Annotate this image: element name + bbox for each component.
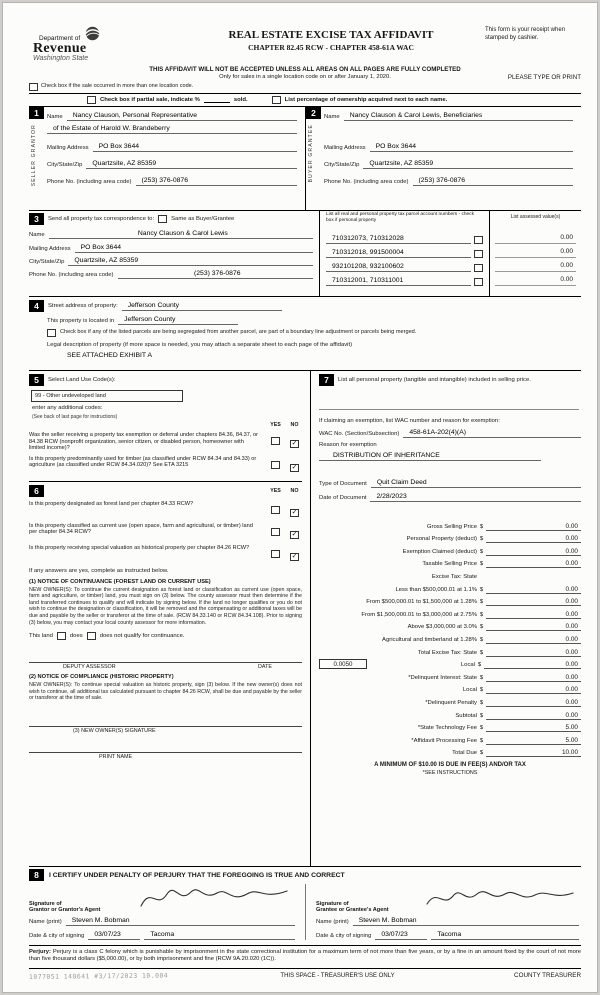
corr-city-input[interactable]: Quartzsite, AZ 85359: [68, 257, 313, 266]
no-label: NO: [290, 487, 299, 494]
dollar-sign: $: [479, 674, 484, 681]
question-text: Is this property designated as forest land per chapter 84.33 RCW?: [29, 500, 194, 507]
dollar-sign: $: [479, 599, 484, 606]
grantor-name-print-label: Name (print): [29, 919, 62, 925]
perjury-label: Perjury:: [29, 949, 51, 955]
complete-note: If any answers are yes, complete as instructed below.: [29, 567, 169, 574]
receipt-note: This form is your receipt when stamped by cashier.: [485, 27, 566, 41]
section5-number: 5: [29, 374, 44, 386]
seller-phone-label: Phone No. (including area code): [47, 179, 132, 185]
print-name-caption: [29, 753, 302, 760]
money-row: [319, 669, 581, 682]
question-row: [29, 456, 302, 474]
grantor-city-input[interactable]: Tacoma: [144, 931, 295, 940]
deputy-assessor-label: DEPUTY ASSESSOR: [63, 664, 116, 671]
seller-name-label: Name: [47, 114, 63, 120]
question-row: [29, 501, 302, 519]
q-no-checkbox[interactable]: ✓: [291, 552, 298, 560]
money-label: From $500,000.01 to $1,500,000 at 1.28%: [366, 599, 477, 606]
multi-location-checkbox[interactable]: [29, 83, 38, 91]
money-label: Local: [460, 662, 475, 669]
section4-number: 4: [29, 300, 44, 312]
street-address-label: Street address of property:: [48, 302, 118, 309]
legal-description-input[interactable]: SEE ATTACHED EXHIBIT A: [67, 352, 152, 359]
money-value[interactable]: 5.00: [486, 737, 581, 745]
money-label: Personal Property (deduct): [406, 536, 477, 543]
section6-divider: [29, 481, 302, 497]
assessed-value[interactable]: 0.00: [495, 244, 576, 258]
grantee-city-input[interactable]: Tacoma: [431, 931, 579, 940]
seller-mailing-label: Mailing Address: [47, 145, 89, 151]
perjury-text: Perjury is a class C felony which is punishable by imprisonment in the state correctional institution for a maximum term of not more than five years, or by a fine in an amount fixed by the court of not more than five thousand dollars ($5,000.00), or by both imprisonment and fine (RCW 9A.20.020 (1C)).: [29, 949, 581, 963]
washington-state-label: Washington State: [33, 55, 89, 62]
additional-codes-label: enter any additional codes:: [32, 405, 103, 411]
buyer-mailing-label: Mailing Address: [324, 145, 366, 151]
q-no-checkbox[interactable]: ✓: [291, 440, 298, 447]
q-no-checkbox[interactable]: ✓: [291, 463, 298, 471]
dollar-sign: $: [477, 662, 482, 669]
dept-of-label: Department of: [39, 35, 81, 42]
money-value[interactable]: 0.00: [486, 611, 581, 619]
segregated-label: Check box if any of the listed parcels are being segregated from another parcel, are part of a boundary line adjustment or parcels being merged.: [60, 329, 417, 335]
grantee-signature-label-1: Signature of: [316, 900, 349, 907]
q-yes-checkbox[interactable]: [271, 461, 280, 469]
corr-phone-label: Phone No. (including area code): [29, 272, 114, 278]
buyer-city-input[interactable]: Quartzsite, AZ 85359: [363, 160, 573, 169]
money-value[interactable]: 0.00: [486, 535, 581, 543]
partial-sale-checkbox[interactable]: [87, 96, 96, 104]
money-label: *Affidavit Processing Fee: [411, 737, 477, 744]
money-label: *Delinquent Interest: State: [408, 674, 477, 681]
certify-statement: I CERTIFY UNDER PENALTY OF PERJURY THAT THE FOREGOING IS TRUE AND CORRECT: [49, 871, 345, 879]
section2-number: 2: [306, 107, 321, 119]
dollar-sign: $: [479, 699, 484, 706]
treasurer-footer: [29, 968, 581, 980]
q-yes-checkbox[interactable]: [271, 437, 280, 445]
section6-number: 6: [29, 485, 44, 497]
money-row: [319, 694, 581, 707]
money-label: Total Excise Tax: State: [417, 649, 477, 656]
section8-number: 8: [29, 869, 44, 881]
seller-city-label: City/State/Zip: [47, 162, 83, 168]
grantor-signature-label-1: Signature of: [29, 900, 62, 907]
does-checkbox[interactable]: [57, 632, 66, 640]
money-row: [319, 720, 581, 733]
parcel-input[interactable]: 710312018, 991500004: [326, 249, 471, 258]
money-label: Total Due: [452, 750, 477, 757]
money-value[interactable]: 0.00: [484, 661, 581, 669]
question-row: [29, 432, 302, 452]
yes-label: YES: [270, 487, 281, 494]
dollar-sign: $: [479, 611, 484, 618]
single-location-note: Only for sales in a single location code on or after January 1, 2020.: [219, 74, 391, 80]
personal-property-input[interactable]: [319, 386, 579, 410]
located-in-label: This property is located in: [47, 318, 115, 324]
corr-mailing-label: Mailing Address: [29, 246, 71, 252]
land-use-code-input[interactable]: 99 - Other undeveloped land: [31, 390, 183, 402]
ownership-percent-label: List percentage of ownership acquired next to each name.: [284, 97, 448, 103]
tax-correspondence-block: [29, 211, 319, 296]
wac-input[interactable]: 458-61A-202(4)(A): [403, 429, 581, 438]
buyer-city-label: City/State/Zip: [324, 162, 360, 168]
buyer-phone-input[interactable]: (253) 376-0876: [413, 177, 574, 186]
money-value[interactable]: 0.00: [486, 649, 581, 657]
buyer-side-label: BUYER GRANTEE: [308, 124, 314, 183]
correspondence-parcels-section: [29, 211, 581, 297]
seller-section: [29, 107, 305, 210]
parcel-input[interactable]: 932101208, 932100602: [326, 263, 471, 272]
parcel-row: [326, 244, 483, 258]
grantee-signature-label-2: Grantee or Grantee's Agent: [316, 907, 389, 914]
notice2-title: (2) NOTICE OF COMPLIANCE (HISTORIC PROPERTY): [29, 674, 174, 681]
seller-city-input[interactable]: Quartzsite, AZ 85359: [86, 160, 297, 169]
reason-label: Reason for exemption: [319, 442, 377, 448]
segregated-checkbox[interactable]: [47, 329, 56, 337]
seller-name-input-line2[interactable]: of the Estate of Harold W. Brandeberry: [47, 125, 297, 134]
same-as-buyer-label: Same as Buyer/Grantee: [171, 215, 235, 222]
money-row: [319, 518, 581, 531]
seller-name-input[interactable]: Nancy Clauson, Personal Representative: [67, 112, 297, 121]
certification-section: [29, 867, 581, 946]
money-label: Local: [462, 687, 477, 694]
dollar-sign: $: [479, 586, 484, 593]
question-text: Was the seller receiving a property tax exemption or deferral under chapters 84.36, 84.37, or 84.38 RCW (nonprofit organization, senior citizen, or disabled person, homeowner with limited income)?: [29, 432, 258, 452]
buyer-section: [305, 107, 581, 210]
money-value[interactable]: 0.00: [486, 636, 581, 644]
q-no-checkbox[interactable]: ✓: [291, 530, 298, 538]
money-value[interactable]: 0.00: [486, 598, 581, 606]
seller-phone-input[interactable]: (253) 376-0876: [136, 177, 298, 186]
dollar-sign: $: [479, 712, 484, 719]
money-value[interactable]: 0.00: [486, 560, 581, 568]
notice1-text: NEW OWNER(S): To continue the current designation as forest land or classification as current use (open space, farm and agriculture, or timber) land, you must sign on (3) below. The county assessor must then determine if the land transferred continues to qualify and will indicate by signing below. If the land no longer qualifies or you do not wish to continue the designation or classification, it will be removed and the compensating or additional taxes will be due and payable by the seller or transferor at the time of sale. (RCW 84.33.140 or RCW 84.34.108). Prior to signing (3) below, you may contact your local county assessor for more information.: [29, 586, 302, 626]
money-label: Agricultural and timberland at 1.28%: [382, 636, 477, 643]
q-yes-checkbox[interactable]: [271, 528, 280, 536]
assessed-value[interactable]: 0.00: [495, 272, 576, 286]
parcel-input[interactable]: 710312073, 710312028: [326, 235, 471, 244]
q-no-checkbox[interactable]: ✓: [291, 508, 298, 516]
this-land-label: This land: [29, 633, 53, 640]
grantor-signature[interactable]: [135, 884, 295, 912]
money-value[interactable]: 0.00: [486, 712, 581, 720]
money-value[interactable]: 0.00: [486, 586, 581, 594]
multi-location-label: Check box if the sale occurred in more than one location code.: [41, 83, 194, 89]
yes-no-header: [268, 488, 302, 494]
dollar-sign: $: [479, 636, 484, 643]
grantor-name-input[interactable]: Steven M. Bobman: [66, 917, 295, 926]
yes-label: YES: [270, 422, 281, 428]
grantor-signature-block: [29, 884, 305, 940]
money-label: Subtotal: [455, 712, 477, 719]
parcel-input[interactable]: 710312001, 710311001: [326, 277, 471, 286]
dollar-sign: $: [479, 548, 484, 555]
reason-input[interactable]: DISTRIBUTION OF INHERITANCE: [319, 452, 541, 461]
money-value[interactable]: 0.00: [486, 523, 581, 531]
grantor-signature-label-2: Grantor or Grantor's Agent: [29, 907, 101, 914]
grantee-signature[interactable]: [419, 884, 579, 912]
grantor-date-label: Date & city of signing: [29, 933, 85, 939]
money-value[interactable]: 5.00: [486, 724, 581, 732]
question-text: Is this property receiving special valuation as historical property per chapter 84.26 RCW?: [29, 544, 250, 551]
money-value[interactable]: 0.00: [486, 548, 581, 556]
notice1-title: (1) NOTICE OF CONTINUANCE (FOREST LAND OR CURRENT USE): [29, 578, 211, 585]
money-label: From $1,500,000.01 to $3,000,000 at 2.75%: [361, 611, 477, 618]
partial-sale-row: [29, 93, 581, 107]
q-yes-checkbox[interactable]: [271, 550, 280, 558]
grantor-date-input[interactable]: 03/07/23: [88, 931, 140, 940]
county-treasurer-label: COUNTY TREASURER: [514, 972, 581, 980]
personal-property-checkbox[interactable]: [474, 250, 483, 258]
grantee-date-input[interactable]: 03/07/23: [375, 931, 427, 940]
q-yes-checkbox[interactable]: [271, 506, 280, 514]
money-row-local: [319, 657, 581, 670]
section7-number: 7: [319, 374, 334, 386]
dollar-sign: $: [479, 750, 484, 757]
form-chapter: CHAPTER 82.45 RCW - CHAPTER 458-61A WAC: [248, 43, 414, 52]
corr-city-label: City/State/Zip: [29, 259, 65, 265]
personal-property-label: List all personal property (tangible and intangible) included in selling price.: [338, 376, 531, 383]
parcel-row: [326, 272, 483, 286]
corr-mailing-input[interactable]: PO Box 3644: [75, 244, 313, 253]
land-use-column: [29, 371, 311, 866]
question-row: [29, 545, 302, 563]
does-not-label: does not qualify for continuance.: [99, 633, 185, 640]
partial-sale-label: Check box if partial sale, indicate %: [100, 97, 200, 103]
street-address-input[interactable]: Jefferson County: [122, 302, 282, 311]
question-text: Is this property classified as current use (open space, farm and agricultural, or timber) land per chapter 84.34 RCW?: [29, 522, 253, 536]
print-name-label: PRINT NAME: [99, 753, 133, 760]
buyer-name-input[interactable]: Nancy Clauson & Carol Lewis, Beneficiaries: [344, 112, 573, 121]
assessed-value[interactable]: 0.00: [495, 258, 576, 272]
form-title: REAL ESTATE EXCISE TAX AFFIDAVIT: [228, 29, 434, 41]
money-label: Exemption Claimed (deduct): [402, 548, 477, 555]
does-not-checkbox[interactable]: [87, 632, 96, 640]
partial-sale-sold-label: sold.: [233, 97, 248, 103]
deputy-caption: [29, 663, 302, 670]
affidavit-page: [2, 2, 598, 993]
new-owner-signature-caption: [29, 727, 302, 734]
please-type-label: PLEASE TYPE OR PRINT: [507, 74, 581, 81]
dollar-sign: $: [479, 649, 484, 656]
dollar-sign: $: [479, 536, 484, 543]
assessed-header: List assessed value(s): [510, 214, 561, 220]
tax-computation-table: [319, 518, 581, 757]
money-value[interactable]: 0.00: [486, 699, 581, 707]
parcel-numbers-column: [319, 211, 489, 296]
send-correspondence-label: Send all property tax correspondence to:: [48, 215, 155, 222]
does-label: does: [69, 633, 83, 640]
money-value[interactable]: 0.00: [486, 674, 581, 682]
money-row: [319, 732, 581, 745]
legal-description-label: Legal description of property (if more space is needed, you may attach a separate sheet to each page of the affidavit): [47, 342, 353, 348]
form-header: [29, 25, 581, 65]
land-use-label: Select Land Use Code(s):: [48, 376, 116, 383]
money-label: Less than $500,000.01 at 1.1%: [395, 586, 477, 593]
buyer-phone-label: Phone No. (including area code): [324, 179, 409, 185]
cashier-stamp: 1077051 140641 #3/17/2023 10.004: [28, 971, 169, 981]
section1-number: 1: [29, 107, 44, 119]
document-date-label: Date of Document: [319, 495, 367, 501]
assessed-values-column: [489, 211, 581, 296]
exemption-label: If claiming an exemption, list WAC number and reason for exemption:: [319, 418, 500, 424]
yes-no-header: [268, 422, 302, 428]
no-label: NO: [290, 422, 299, 428]
grantee-name-print-label: Name (print): [316, 919, 349, 925]
corr-phone-input[interactable]: (253) 376-0876: [118, 270, 314, 279]
document-date-input[interactable]: 2/28/2023: [370, 493, 581, 502]
question-row: [29, 523, 302, 541]
buyer-name-label: Name: [324, 114, 340, 120]
see-instructions-note: *SEE INSTRUCTIONS: [422, 770, 478, 777]
ownership-percent-checkbox[interactable]: [272, 96, 281, 104]
personal-property-checkbox[interactable]: [474, 236, 483, 244]
money-row: [319, 682, 581, 695]
section3-number: 3: [29, 213, 44, 225]
instructions-note: (See back of last page for instructions): [32, 414, 118, 420]
revenue-wordmark: Revenue: [33, 41, 87, 56]
corr-name-input[interactable]: Nancy Clauson & Carol Lewis: [49, 230, 313, 239]
buyer-name-input-line2[interactable]: [324, 133, 573, 134]
wac-label: WAC No. (Section/Subsection): [319, 431, 400, 437]
money-label: Excise Tax: State: [431, 573, 477, 580]
partial-sale-percent-input[interactable]: [204, 97, 230, 103]
date-label: DATE: [258, 664, 272, 671]
assessed-value[interactable]: 0.00: [495, 230, 576, 244]
money-row: [319, 581, 581, 594]
money-value[interactable]: 0.00: [486, 686, 581, 694]
dollar-sign: $: [479, 523, 484, 530]
document-type-label: Type of Document: [319, 481, 367, 487]
grantee-name-input[interactable]: Steven M. Bobman: [353, 917, 579, 926]
grantee-date-label: Date & city of signing: [316, 933, 372, 939]
document-type-input[interactable]: Quit Claim Deed: [371, 479, 581, 488]
money-label: Taxable Selling Price: [422, 561, 477, 568]
land-use-and-tax-section: [29, 371, 581, 867]
grantee-signature-block: [305, 884, 581, 940]
parcel-row: [326, 230, 483, 244]
dollar-sign: [477, 580, 486, 581]
dollar-sign: $: [479, 737, 484, 744]
money-row: [319, 606, 581, 619]
dollar-sign: $: [479, 561, 484, 568]
parties-section: [29, 107, 581, 211]
local-rate-input[interactable]: 0.0050: [319, 659, 367, 669]
money-row: [319, 556, 581, 569]
seller-mailing-input[interactable]: PO Box 3644: [93, 143, 297, 152]
property-location-section: [29, 297, 581, 371]
money-value[interactable]: 0.00: [486, 623, 581, 631]
revenue-logo-icon: [83, 25, 102, 42]
dollar-sign: $: [479, 687, 484, 694]
money-row: [319, 594, 581, 607]
seller-side-label: SELLER GRANTOR: [31, 124, 37, 187]
dollar-sign: $: [479, 624, 484, 631]
personal-property-checkbox[interactable]: [474, 278, 483, 286]
money-label: *State Technology Fee: [417, 725, 477, 732]
corr-name-label: Name: [29, 232, 45, 238]
money-row: [319, 745, 581, 758]
located-in-input[interactable]: Jefferson County: [118, 316, 238, 325]
personal-property-checkbox[interactable]: [474, 264, 483, 272]
money-label: Gross Selling Price: [426, 523, 477, 530]
dollar-sign: $: [479, 725, 484, 732]
money-row: [319, 631, 581, 644]
money-row: [319, 543, 581, 556]
new-owner-signature-label: (3) NEW OWNER(S) SIGNATURE: [73, 727, 156, 734]
tax-computation-column: [311, 371, 581, 866]
dor-logo: [29, 25, 177, 65]
notice2-text: NEW OWNER(S): To continue special valuation as historic property, sign (3) below. If the new owner(s) does not wish to continue, all additional tax calculated pursuant to chapter 84.26 RCW, shall be due and payable by the seller or transferor at the time of sale.: [29, 682, 302, 702]
treasurer-space-label: THIS SPACE - TREASURER'S USE ONLY: [280, 972, 395, 979]
perjury-paragraph: [29, 949, 581, 964]
money-row: [319, 531, 581, 544]
buyer-mailing-input[interactable]: PO Box 3644: [370, 143, 573, 152]
money-row: [319, 568, 581, 581]
continuance-row: [29, 632, 302, 640]
money-row: [319, 619, 581, 632]
same-as-buyer-checkbox[interactable]: [158, 215, 167, 223]
money-label: Above $3,000,000 at 3.0%: [407, 624, 477, 631]
money-value[interactable]: 10.00: [486, 749, 581, 757]
money-row: [319, 644, 581, 657]
warning-line: THIS AFFIDAVIT WILL NOT BE ACCEPTED UNLESS ALL AREAS ON ALL PAGES ARE FULLY COMPLETED: [149, 66, 461, 73]
question-text: Is this property predominantly used for timber (as classified under RCW 84.34 and 84.33) or agriculture (as classified under RCW 84.34.020)? See ETA 3215: [29, 455, 257, 469]
money-label: *Delinquent Penalty: [425, 699, 477, 706]
money-row: [319, 707, 581, 720]
minimum-fee-note: A MINIMUM OF $10.00 IS DUE IN FEE(S) AND/OR TAX: [374, 762, 526, 769]
parcel-header: List all real and personal property tax parcel account numbers - check box if personal property: [326, 212, 474, 223]
parcel-row: [326, 258, 483, 272]
